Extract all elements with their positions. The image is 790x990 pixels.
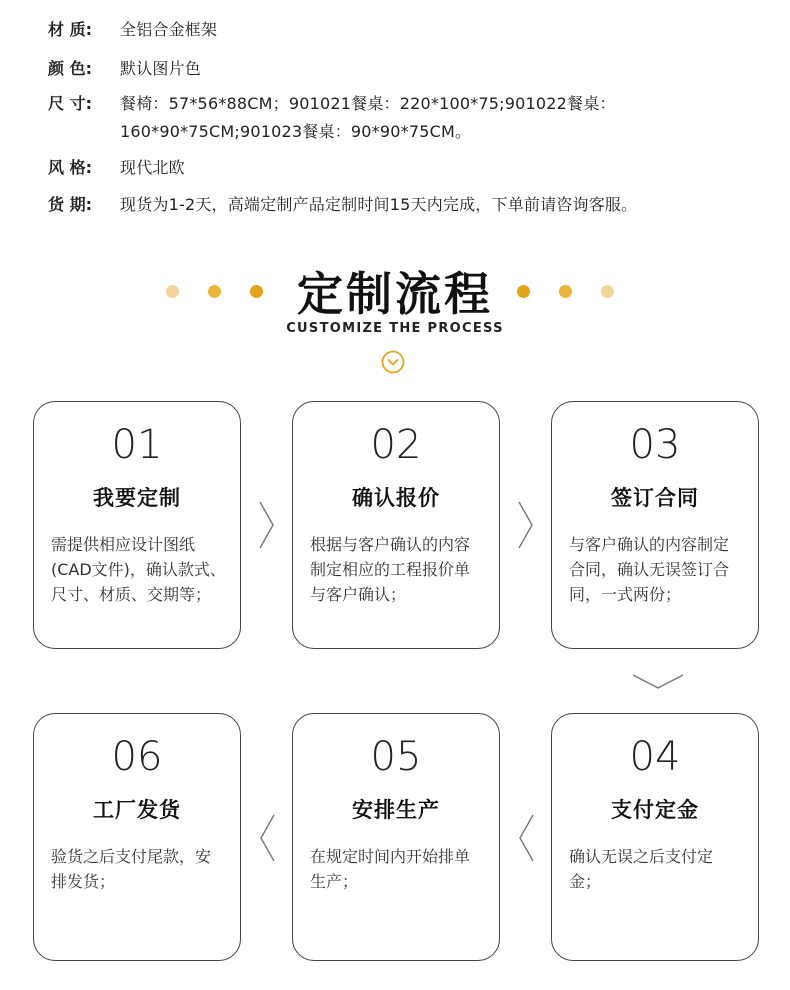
- step-title: 安排生产: [352, 798, 440, 822]
- spec-value: 默认图片色: [120, 59, 202, 78]
- step-card-04: [551, 713, 759, 961]
- step-number: 02: [370, 422, 422, 468]
- spec-label: 风 格:: [48, 158, 92, 177]
- decor-dot: [559, 285, 572, 298]
- decor-dot: [517, 285, 530, 298]
- spec-label: 货 期:: [48, 195, 92, 214]
- spec-color: [48, 55, 768, 83]
- chevron-down-circle-icon: [381, 350, 405, 374]
- section-subtitle: CUSTOMIZE THE PROCESS: [286, 321, 504, 336]
- step-description: 确认无误之后支付定金；: [569, 847, 714, 891]
- step-number: 04: [629, 734, 681, 780]
- spec-value: 餐椅：57*56*88CM；901021餐桌：220*100*75;901022餐桌：160*90*75CM;901023餐桌：90*90*75CM。: [120, 94, 616, 141]
- step-number: 06: [111, 734, 163, 780]
- step-title: 支付定金: [611, 798, 699, 822]
- decor-dot: [601, 285, 614, 298]
- step-description: 在规定时间内开始排单生产；: [310, 847, 471, 891]
- step-number: 01: [111, 422, 163, 468]
- spec-label: 材 质:: [48, 20, 92, 39]
- spec-value: 现代北欧: [120, 158, 185, 177]
- process-header: [0, 258, 790, 388]
- step-description: 根据与客户确认的内容制定相应的工程报价单与客户确认；: [310, 535, 471, 604]
- chevron-right-icon: [517, 500, 535, 550]
- step-card-03: [551, 401, 759, 649]
- step-title: 我要定制: [93, 486, 181, 510]
- step-card-06: [33, 713, 241, 961]
- spec-label: 颜 色:: [48, 59, 92, 78]
- spec-size: [48, 90, 768, 146]
- spec-value: 现货为1-2天，高端定制产品定制时间15天内完成，下单前请咨询客服。: [120, 195, 638, 214]
- step-title: 签订合同: [611, 486, 699, 510]
- step-card-01: [33, 401, 241, 649]
- spec-value: 全铝合金框架: [120, 20, 218, 39]
- chevron-left-icon: [517, 813, 535, 863]
- chevron-left-icon: [258, 813, 276, 863]
- step-title: 确认报价: [352, 486, 440, 510]
- spec-material: [48, 16, 768, 44]
- step-card-05: [292, 713, 500, 961]
- chevron-down-icon: [631, 673, 685, 691]
- spec-label: 尺 寸:: [48, 94, 92, 113]
- section-title: 定制流程: [297, 267, 493, 321]
- spec-style: [48, 154, 768, 182]
- step-description: 需提供相应设计图纸(CAD文件)，确认款式、尺寸、材质、交期等；: [51, 535, 226, 604]
- step-description: 验货之后支付尾款，安排发货；: [51, 847, 212, 891]
- step-number: 03: [629, 422, 681, 468]
- step-number: 05: [370, 734, 422, 780]
- chevron-right-icon: [258, 500, 276, 550]
- step-title: 工厂发货: [93, 798, 181, 822]
- spec-delivery: [48, 191, 768, 219]
- step-card-02: [292, 401, 500, 649]
- step-description: 与客户确认的内容制定合同，确认无误签订合同，一式两份；: [569, 535, 730, 604]
